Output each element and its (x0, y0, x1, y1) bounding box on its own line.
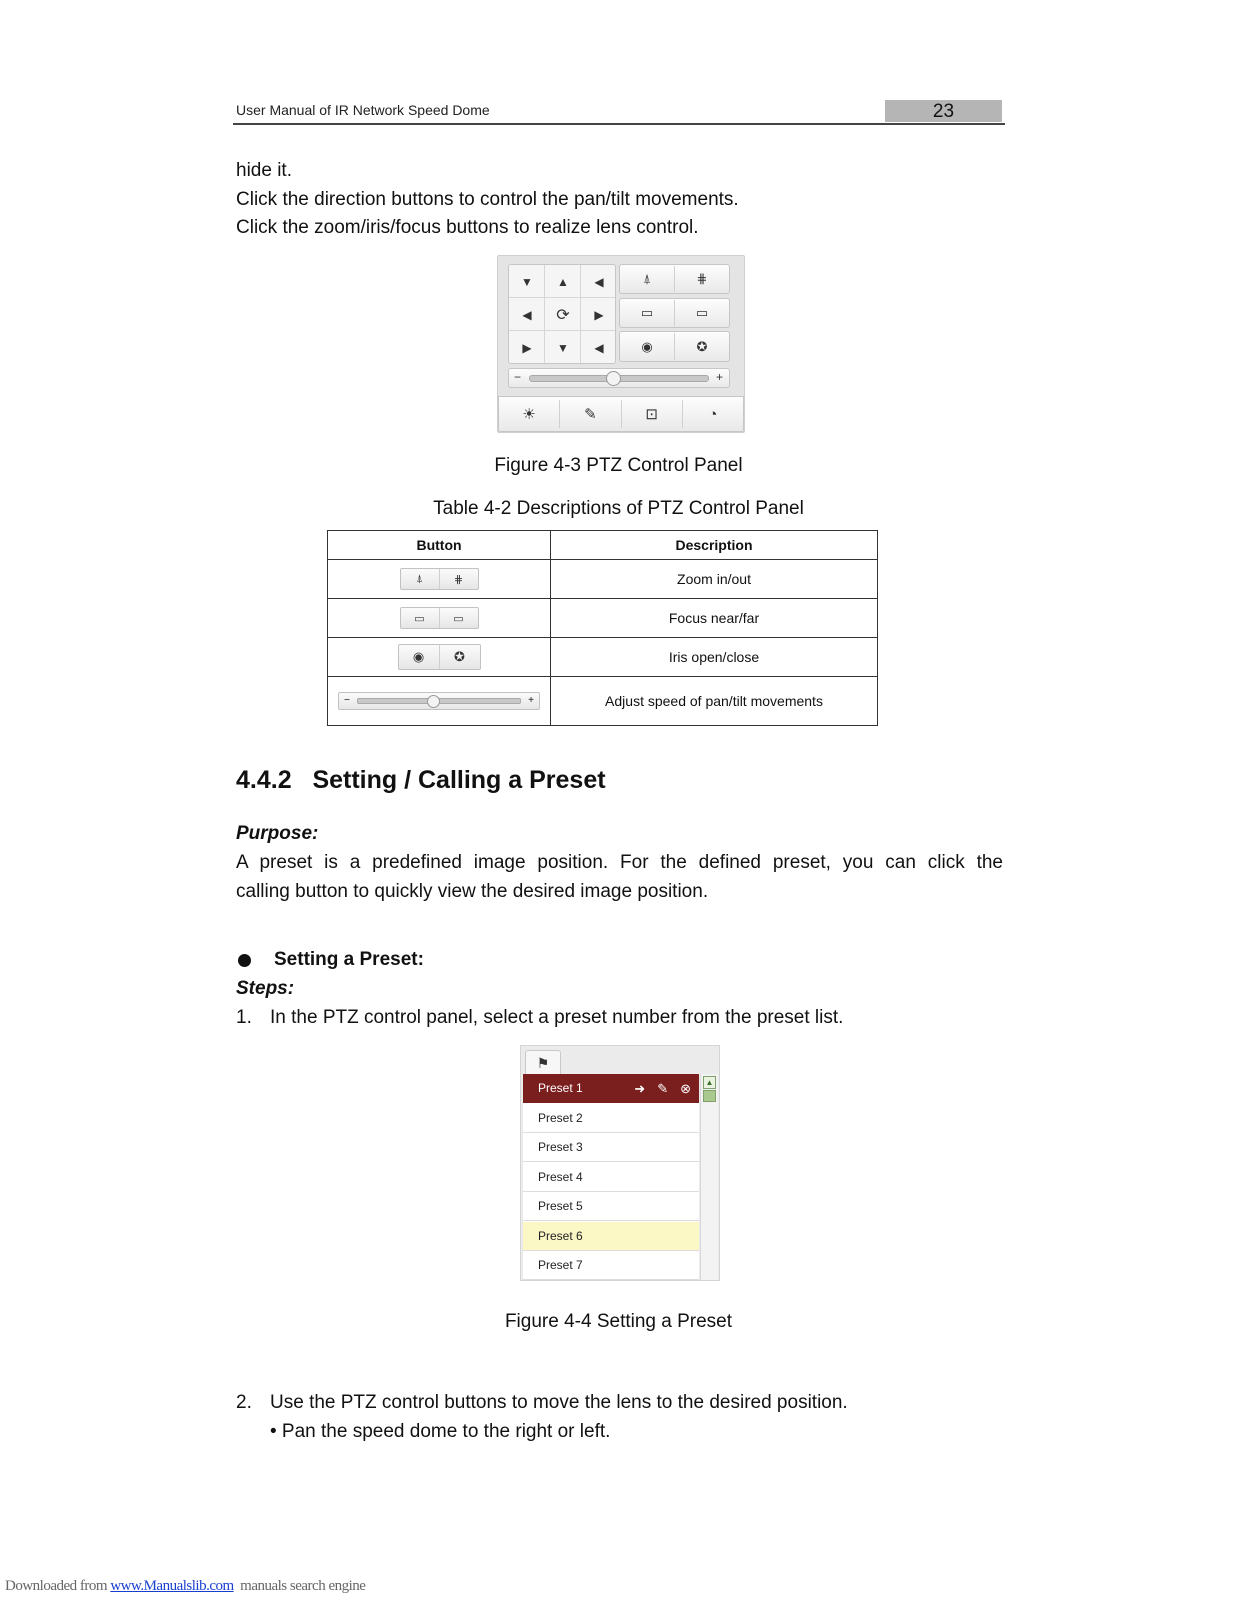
manualslib-link[interactable]: www.Manualslib.com (110, 1578, 234, 1594)
description-cell: Adjust speed of pan/tilt movements (551, 677, 878, 726)
preset-item-label: Preset 6 (538, 1228, 583, 1243)
ptz-description-table (327, 530, 878, 726)
lens-init-icon[interactable]: ◔ (708, 405, 718, 423)
preset-list (523, 1074, 699, 1280)
button-cell (328, 638, 551, 677)
preset-item[interactable] (523, 1104, 699, 1133)
direction-pad (508, 264, 616, 364)
table-4-2-caption: Table 4-2 Descriptions of PTZ Control Panel (433, 498, 804, 519)
bullet-heading: Setting a Preset: (274, 949, 424, 970)
pan-down-left-button[interactable]: ▶ (522, 340, 532, 355)
preset-item[interactable] (523, 1251, 699, 1280)
button-cell (328, 677, 551, 726)
preset-item-label: Preset 5 (538, 1199, 583, 1213)
preset-item-label: Preset 2 (538, 1110, 583, 1125)
step-2-text: Use the PTZ control buttons to move the lens to the desired position. (270, 1392, 848, 1413)
step-2-number: 2. (236, 1392, 252, 1413)
preset-item[interactable] (523, 1074, 699, 1103)
slider-minus-icon: − (514, 370, 522, 384)
preset-item[interactable] (523, 1222, 699, 1251)
intro-line-1: hide it. (236, 160, 292, 181)
preset-tab[interactable] (525, 1050, 561, 1075)
zoom-in-button[interactable]: ⍋ (643, 271, 651, 286)
running-header-title: User Manual of IR Network Speed Dome (236, 102, 490, 118)
flag-icon: ⚑ (536, 1054, 550, 1071)
purpose-line-1: A preset is a predefined image position. For the defined preset, you can click the (236, 852, 1003, 873)
pan-down-right-button[interactable]: ◀ (594, 340, 604, 355)
scroll-thumb[interactable] (703, 1090, 716, 1102)
speed-slider[interactable] (508, 368, 730, 388)
steps-label: Steps: (236, 978, 295, 999)
intro-line-2: Click the direction buttons to control the pan/tilt movements. (236, 189, 739, 210)
header-rule (233, 123, 1005, 125)
table-row (328, 638, 878, 677)
section-heading: 4.4.2 Setting / Calling a Preset (236, 766, 606, 794)
wiper-icon[interactable]: ✎ (584, 406, 597, 423)
focus-button-image (400, 607, 479, 629)
table-row (328, 677, 878, 726)
focus-near-button[interactable]: ▭ (640, 305, 654, 320)
auxiliary-buttons (498, 396, 744, 432)
slider-plus-icon: + (715, 370, 723, 384)
button-cell (328, 599, 551, 638)
preset-item[interactable] (523, 1133, 699, 1162)
figure-4-4-caption: Figure 4-4 Setting a Preset (504, 1311, 733, 1332)
purpose-line-2: calling button to quickly view the desired image position. (236, 881, 709, 902)
pan-up-left-button[interactable]: ▼ (521, 274, 533, 289)
preset-actions (634, 1074, 691, 1103)
slider-knob (427, 695, 440, 708)
preset-item-label: Preset 7 (538, 1258, 583, 1272)
page-number: 23 (932, 101, 955, 122)
description-cell: Focus near/far (551, 599, 878, 638)
zoom-in-icon: ⍋ (416, 572, 423, 585)
iris-open-button[interactable]: ◉ (641, 338, 653, 354)
table-row (328, 599, 878, 638)
pan-right-button[interactable]: ▶ (594, 307, 604, 322)
pan-up-right-button[interactable]: ◀ (594, 274, 604, 289)
focus-far-icon: ▭ (439, 608, 478, 628)
zoom-buttons (619, 264, 730, 294)
light-icon[interactable]: ☀ (522, 406, 536, 423)
column-header-button: Button (328, 531, 551, 560)
step-2-subpoint: • Pan the speed dome to the right or left. (270, 1421, 611, 1442)
pan-left-button[interactable]: ◀ (522, 307, 532, 322)
scroll-up-arrow[interactable]: ▲ (703, 1076, 716, 1089)
footer-suffix: manuals search engine (233, 1578, 366, 1594)
tilt-up-button[interactable]: ▲ (557, 274, 569, 289)
download-footer (5, 1578, 365, 1595)
auto-scan-button[interactable]: ⟳ (556, 306, 570, 324)
step-1-text: In the PTZ control panel, select a preset number from the preset list. (270, 1007, 844, 1028)
focus-near-icon: ▭ (414, 612, 425, 625)
slider-plus-icon: + (528, 695, 534, 707)
table-header-row (328, 531, 878, 560)
iris-close-icon: ✪ (439, 645, 480, 669)
ptz-control-panel (497, 255, 745, 433)
call-preset-icon[interactable]: ➜ (634, 1081, 646, 1096)
focus-buttons (619, 298, 730, 328)
column-header-description: Description (551, 531, 878, 560)
slider-minus-icon: − (344, 695, 350, 707)
iris-open-icon: ◉ (412, 649, 425, 664)
figure-4-3-caption: Figure 4-3 PTZ Control Panel (494, 455, 743, 476)
footer-prefix: Downloaded from (5, 1578, 111, 1594)
iris-buttons (619, 331, 730, 362)
description-cell: Zoom in/out (551, 560, 878, 599)
speed-slider-image (338, 692, 540, 710)
description-cell: Iris open/close (551, 638, 878, 677)
focus-far-button[interactable]: ▭ (695, 305, 709, 320)
tilt-down-button[interactable]: ▼ (557, 340, 569, 355)
preset-scrollbar[interactable] (700, 1074, 718, 1280)
iris-close-button[interactable]: ✪ (696, 338, 708, 354)
preset-item-label: Preset 4 (538, 1169, 583, 1184)
zoom-out-icon: ⋕ (439, 569, 478, 589)
one-touch-focus-icon[interactable]: ⊡ (645, 406, 658, 423)
slider-knob[interactable] (606, 371, 621, 386)
iris-button-image (398, 644, 481, 670)
bullet-icon (238, 954, 251, 967)
preset-item[interactable] (523, 1163, 699, 1192)
preset-item-label: Preset 3 (538, 1140, 583, 1154)
intro-line-3: Click the zoom/iris/focus buttons to realize lens control. (236, 217, 699, 238)
preset-item[interactable] (523, 1192, 699, 1221)
table-row (328, 560, 878, 599)
preset-list-panel (520, 1045, 720, 1281)
button-cell (328, 560, 551, 599)
zoom-out-button[interactable]: ⋕ (696, 271, 708, 286)
zoom-button-image (400, 568, 479, 590)
set-preset-icon[interactable]: ✎ (657, 1081, 669, 1096)
purpose-label: Purpose: (236, 823, 319, 844)
delete-preset-icon[interactable]: ⊗ (680, 1081, 691, 1096)
step-1-number: 1. (236, 1007, 252, 1028)
preset-item-label: Preset 1 (538, 1081, 583, 1095)
